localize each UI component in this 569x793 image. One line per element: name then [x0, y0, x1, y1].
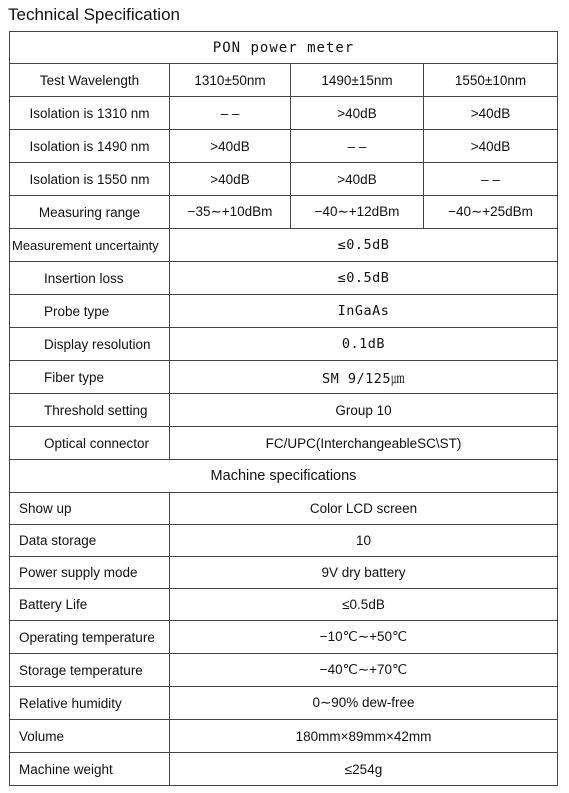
- spec-value: 0.1dB: [170, 328, 558, 361]
- spec-label: Display resolution: [10, 328, 170, 361]
- machine-label: Operating temperature: [10, 621, 170, 654]
- machine-row: [10, 493, 558, 525]
- range-1310: −35∼+10dBm: [170, 196, 291, 229]
- spec-table: [9, 31, 558, 786]
- spec-value: Group 10: [170, 394, 558, 427]
- isolation-value: >40dB: [291, 97, 424, 130]
- machine-value: ≤254g: [170, 753, 558, 786]
- machine-row: [10, 525, 558, 557]
- range-label: Measuring range: [10, 196, 170, 229]
- range-1490: −40∼+12dBm: [291, 196, 424, 229]
- isolation-value: >40dB: [170, 163, 291, 196]
- machine-label: Storage temperature: [10, 654, 170, 687]
- wavelength-label: Test Wavelength: [10, 64, 170, 97]
- spec-row: [10, 295, 558, 328]
- page-title: Technical Specification: [8, 5, 180, 24]
- spec-row: [10, 262, 558, 295]
- spec-value: ≤0.5dB: [170, 262, 558, 295]
- spec-value: SM 9/125㎛: [170, 361, 558, 394]
- isolation-value: >40dB: [424, 97, 558, 130]
- spec-label: Measurement uncertainty: [10, 229, 170, 262]
- isolation-label: Isolation is 1310 nm: [10, 97, 170, 130]
- isolation-value: – –: [170, 97, 291, 130]
- machine-row: [10, 654, 558, 687]
- wavelength-1310: 1310±50nm: [170, 64, 291, 97]
- spec-label: Probe type: [10, 295, 170, 328]
- isolation-value: – –: [291, 130, 424, 163]
- pon-header: PON power meter: [10, 32, 558, 64]
- machine-value: −40℃∼+70℃: [170, 654, 558, 687]
- machine-value: 0∼90% dew-free: [170, 687, 558, 720]
- spec-value: FC/UPC(InterchangeableSC\ST): [170, 427, 558, 460]
- spec-label: Insertion loss: [10, 262, 170, 295]
- isolation-row: [10, 97, 558, 130]
- machine-label: Battery Life: [10, 589, 170, 621]
- isolation-label: Isolation is 1550 nm: [10, 163, 170, 196]
- spec-label: Fiber type: [10, 361, 170, 394]
- machine-header-row: [10, 460, 558, 493]
- machine-row: [10, 589, 558, 621]
- range-1550: −40∼+25dBm: [424, 196, 558, 229]
- spec-value: ≤0.5dB: [170, 229, 558, 262]
- spec-label: Threshold setting: [10, 394, 170, 427]
- isolation-value: >40dB: [291, 163, 424, 196]
- machine-row: [10, 720, 558, 753]
- spec-label: Optical connector: [10, 427, 170, 460]
- machine-label: Power supply mode: [10, 557, 170, 589]
- spec-row: [10, 427, 558, 460]
- isolation-row: [10, 163, 558, 196]
- spec-row: [10, 328, 558, 361]
- machine-label: Relative humidity: [10, 687, 170, 720]
- spec-row: [10, 394, 558, 427]
- machine-value: 10: [170, 525, 558, 557]
- machine-value: 180mm×89mm×42mm: [170, 720, 558, 753]
- machine-row: [10, 687, 558, 720]
- isolation-label: Isolation is 1490 nm: [10, 130, 170, 163]
- wavelength-row: [10, 64, 558, 97]
- machine-value: ≤0.5dB: [170, 589, 558, 621]
- machine-header: Machine specifications: [10, 460, 558, 493]
- machine-label: Data storage: [10, 525, 170, 557]
- isolation-value: >40dB: [424, 130, 558, 163]
- machine-value: −10℃∼+50℃: [170, 621, 558, 654]
- machine-row: [10, 557, 558, 589]
- spec-row: [10, 229, 558, 262]
- machine-row: [10, 753, 558, 786]
- isolation-value: – –: [424, 163, 558, 196]
- machine-label: Show up: [10, 493, 170, 525]
- wavelength-1550: 1550±10nm: [424, 64, 558, 97]
- spec-row: [10, 361, 558, 394]
- spec-value: InGaAs: [170, 295, 558, 328]
- isolation-row: [10, 130, 558, 163]
- range-row: [10, 196, 558, 229]
- machine-label: Machine weight: [10, 753, 170, 786]
- wavelength-1490: 1490±15nm: [291, 64, 424, 97]
- pon-header-row: [10, 32, 558, 64]
- isolation-value: >40dB: [170, 130, 291, 163]
- machine-label: Volume: [10, 720, 170, 753]
- machine-row: [10, 621, 558, 654]
- machine-value: Color LCD screen: [170, 493, 558, 525]
- machine-value: 9V dry battery: [170, 557, 558, 589]
